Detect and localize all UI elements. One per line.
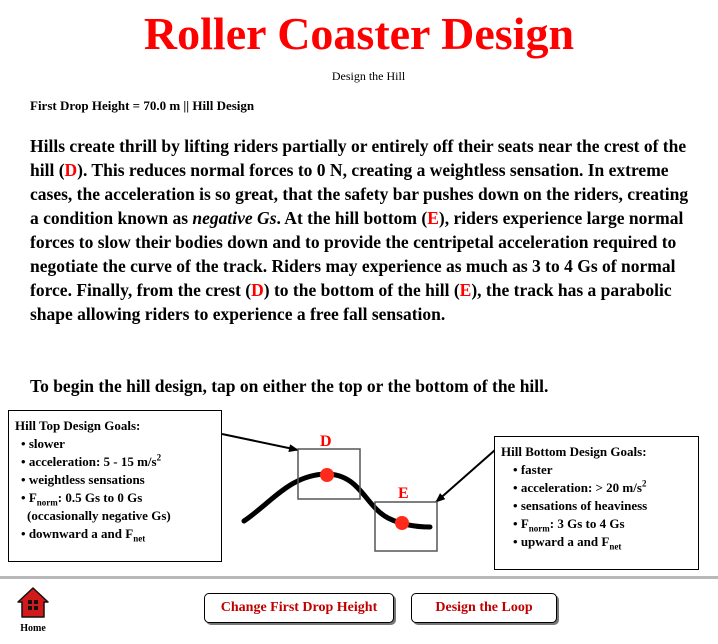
goal-item: • acceleration: 5 - 15 $m/s^2$ [21, 453, 215, 471]
goal-item: • faster [513, 461, 692, 479]
goal-item: • slower [21, 435, 215, 453]
crest-point-d[interactable] [320, 468, 334, 482]
home-label: Home [20, 623, 46, 634]
page-title: Roller Coaster Design [143, 8, 575, 59]
home-button[interactable] [16, 586, 50, 634]
footer-divider [0, 576, 718, 579]
goal-item: • downward a and $F_{net}$ [21, 525, 215, 543]
label-e-inline: E [459, 280, 472, 300]
label-d: D [320, 433, 332, 450]
label-d-inline: D [64, 160, 78, 180]
goal-item: • upward a and $F_{net}$ [513, 533, 692, 551]
goal-item: • $F_{norm}$: 0.5 Gs to 0 Gs (occasionally negative Gs) [21, 489, 215, 525]
intro-paragraph: Hills create thrill by lifting riders partially or entirely off their seats near the crest of the hill (D). This reduces normal forces to 0 N, creating a weightless sensation. In extreme cases, the acceleration is so great, that the safety bar pushes down on the riders, creating a condition known as negative Gs. At the hill bottom (E), riders experience large normal forces to slow their bodies down and to provide the centripetal acceleration required to negotiate the curve of the track. Riders may experience as much as 3 to 4 Gs of normal force. Finally, from the crest (D) to the bottom of the hill (E), the track has a parabolic shape allowing riders to experience a free fall sensation. [30, 136, 689, 324]
goal-item: • $F_{norm}$: 3 Gs to 4 Gs [513, 515, 692, 533]
goal-item: • weightless sensations [21, 471, 215, 489]
arrow-to-hill-top [222, 434, 298, 450]
hill-top-goals-box [8, 410, 222, 562]
hill-top-goals-heading: Hill Top Design Goals: [15, 418, 141, 433]
goal-item: • acceleration: > 20 $m/s^2$ [513, 479, 692, 497]
design-the-loop-button[interactable]: Design the Loop [411, 593, 557, 623]
instruction-text: To begin the hill design, tap on either the top or the bottom of the hill. [30, 376, 549, 396]
status-line: First Drop Height = 70.0 m || Hill Design [30, 98, 255, 113]
hill-bottom-goals-box [494, 436, 699, 570]
negative-gs-term: negative Gs [192, 208, 277, 228]
goal-item: • sensations of heaviness [513, 497, 692, 515]
label-e: E [398, 485, 409, 502]
arrow-to-hill-bottom [436, 450, 495, 502]
change-first-drop-height-button[interactable]: Change First Drop Height [204, 593, 394, 623]
hill-bottom-goals-heading: Hill Bottom Design Goals: [501, 444, 647, 459]
bottom-point-e[interactable] [395, 516, 409, 530]
label-d-inline: D [251, 280, 264, 300]
house-icon [16, 586, 50, 618]
page-subtitle: Design the Hill [331, 69, 406, 83]
label-e-inline: E [427, 208, 439, 228]
